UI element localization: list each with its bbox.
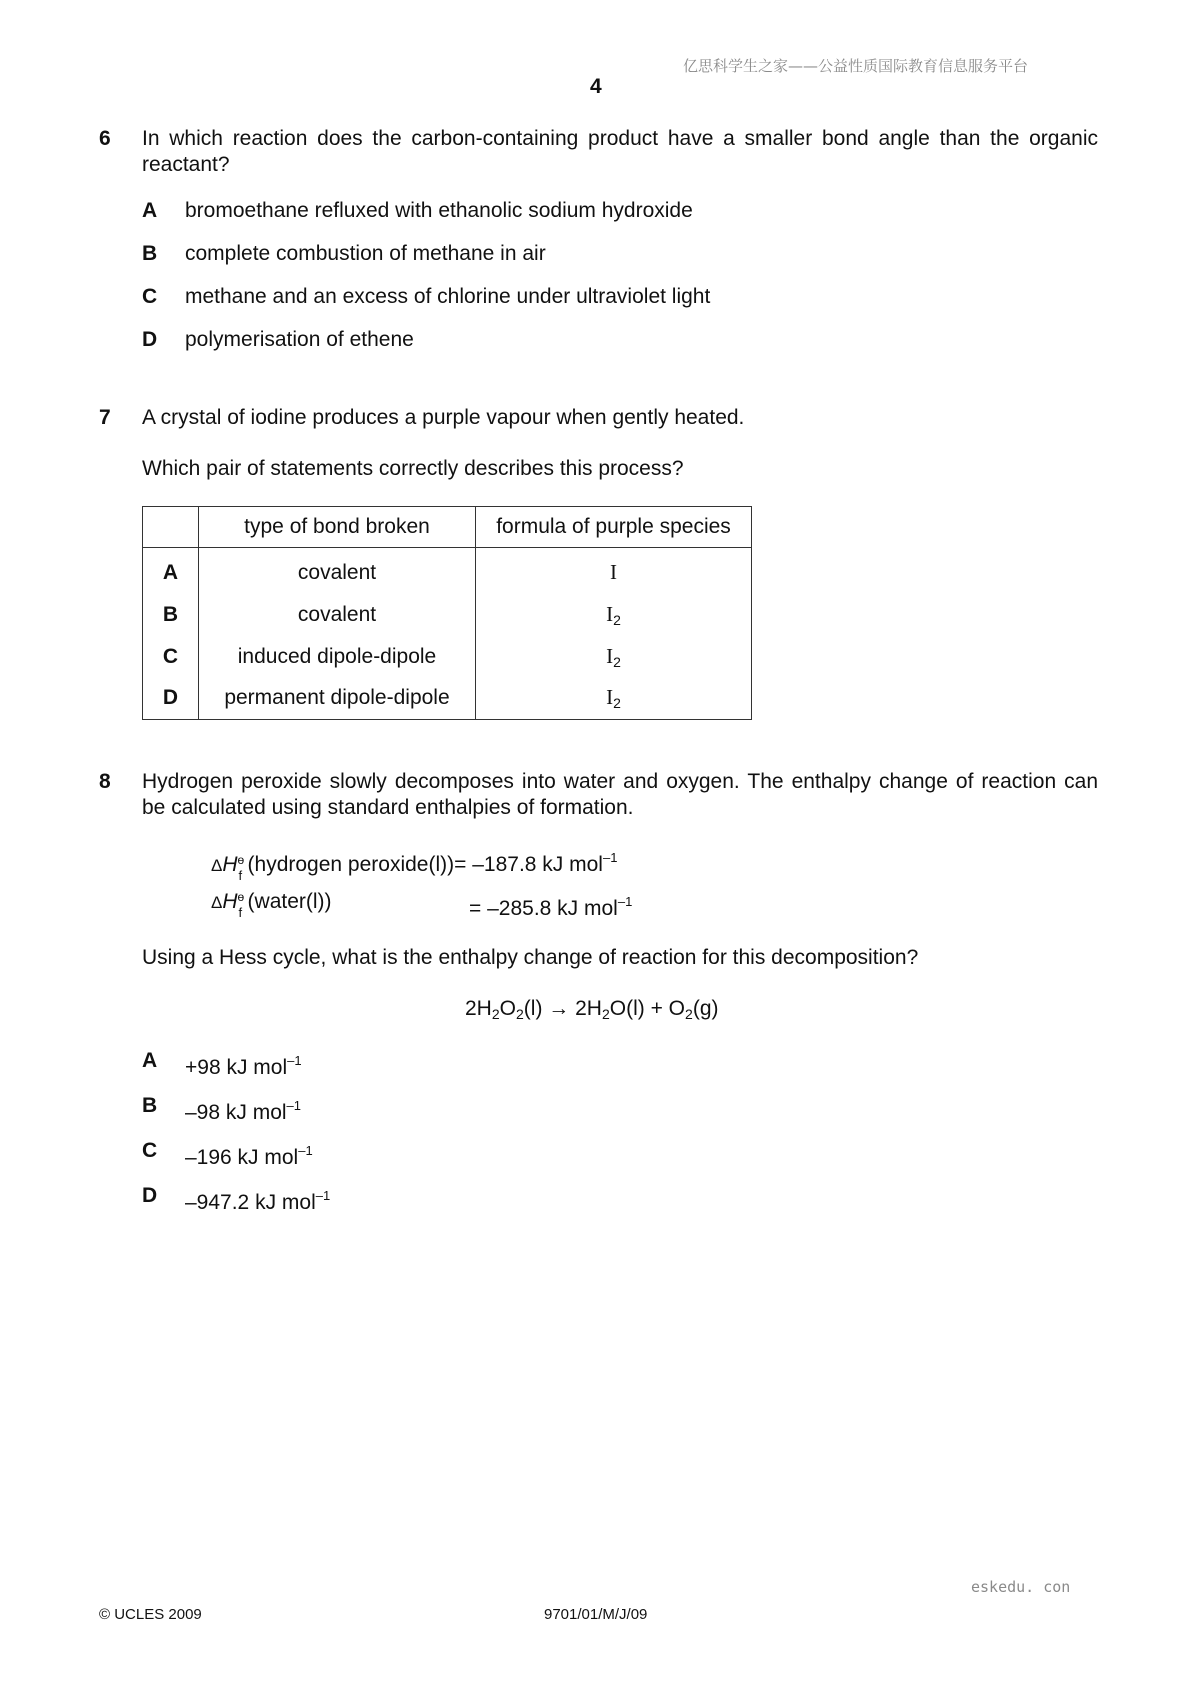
table-header-empty [143, 507, 199, 548]
row-formula: $I_2$ [476, 678, 752, 720]
row-formula: $I_2$ [476, 594, 752, 636]
enthalpy-line-water-label: ΔH ө f (water(l)) [211, 890, 332, 920]
row-bond: covalent [199, 594, 476, 636]
page-number: 4 [590, 75, 602, 98]
enthalpy-line-hydrogen-peroxide: ΔH ө f (hydrogen peroxide(l))= –187.8 kJ mol$^{-1}$ [211, 850, 618, 883]
row-bond: permanent dipole-dipole [199, 678, 476, 720]
question-8-prompt: Using a Hess cycle, what is the enthalpy change of reaction for this decomposition? [142, 946, 919, 969]
table-row [143, 678, 752, 720]
table-header-bond: type of bond broken [199, 507, 476, 548]
table-row [143, 594, 752, 636]
q8-option-d-value: –947.2 kJ mol$^{-1}$ [185, 1188, 331, 1214]
header-watermark: 亿思科学生之家——公益性质国际教育信息服务平台 [683, 57, 1029, 75]
row-letter: A [143, 548, 199, 594]
row-formula: $I_2$ [476, 636, 752, 678]
q8-option-c-value: –196 kJ mol$^{-1}$ [185, 1143, 313, 1169]
row-letter: C [143, 636, 199, 678]
row-bond: covalent [199, 548, 476, 594]
answer-table [142, 506, 752, 720]
decomposition-equation: $2H_2O_2(l) \to 2H_2O(l) + O_2(g)$ [465, 997, 719, 1022]
table-row [143, 636, 752, 678]
q6-option-d-text: polymerisation of ethene [185, 328, 414, 351]
question-8-text: Hydrogen peroxide slowly decomposes into water and oxygen. The enthalpy change of reaction can be calculated using standard enthalpies of formation. [142, 770, 1098, 819]
q6-option-c-text: methane and an excess of chlorine under ultraviolet light [185, 285, 711, 308]
row-letter: B [143, 594, 199, 636]
q8-option-a-value: +98 kJ mol$^{-1}$ [185, 1053, 302, 1079]
footer-copyright: © UCLES 2009 [99, 1606, 202, 1623]
row-letter: D [143, 678, 199, 720]
question-7-prompt: Which pair of statements correctly describes this process? [142, 457, 684, 480]
q6-option-c-letter: C [142, 285, 158, 308]
table-header-formula: formula of purple species [476, 507, 752, 548]
row-bond: induced dipole-dipole [199, 636, 476, 678]
q6-option-b-text: complete combustion of methane in air [185, 242, 546, 265]
q8-option-b-value: –98 kJ mol$^{-1}$ [185, 1098, 302, 1124]
enthalpy-line-water-value: = –285.8 kJ mol$^{-1}$ [469, 894, 633, 920]
q8-option-b-letter: B [142, 1094, 158, 1117]
footer-paper-code: 9701/01/M/J/09 [544, 1606, 648, 1623]
q6-option-a-letter: A [142, 199, 158, 222]
footer-watermark: eskedu. con [971, 1578, 1071, 1596]
q6-option-b-letter: B [142, 242, 158, 265]
q8-option-a-letter: A [142, 1049, 158, 1072]
question-7-text: A crystal of iodine produces a purple vapour when gently heated. [142, 406, 745, 429]
table-row [143, 548, 752, 594]
row-formula: I [476, 548, 752, 594]
question-6-number: 6 [99, 127, 111, 150]
q8-option-c-letter: C [142, 1139, 158, 1162]
table-header-row [143, 507, 752, 548]
question-8-number: 8 [99, 770, 111, 793]
question-7-number: 7 [99, 406, 111, 429]
q6-option-a-text: bromoethane refluxed with ethanolic sodium hydroxide [185, 199, 693, 222]
q8-option-d-letter: D [142, 1184, 158, 1207]
question-6-text: In which reaction does the carbon-containing product have a smaller bond angle than the organic reactant? [142, 127, 1098, 176]
q6-option-d-letter: D [142, 328, 158, 351]
